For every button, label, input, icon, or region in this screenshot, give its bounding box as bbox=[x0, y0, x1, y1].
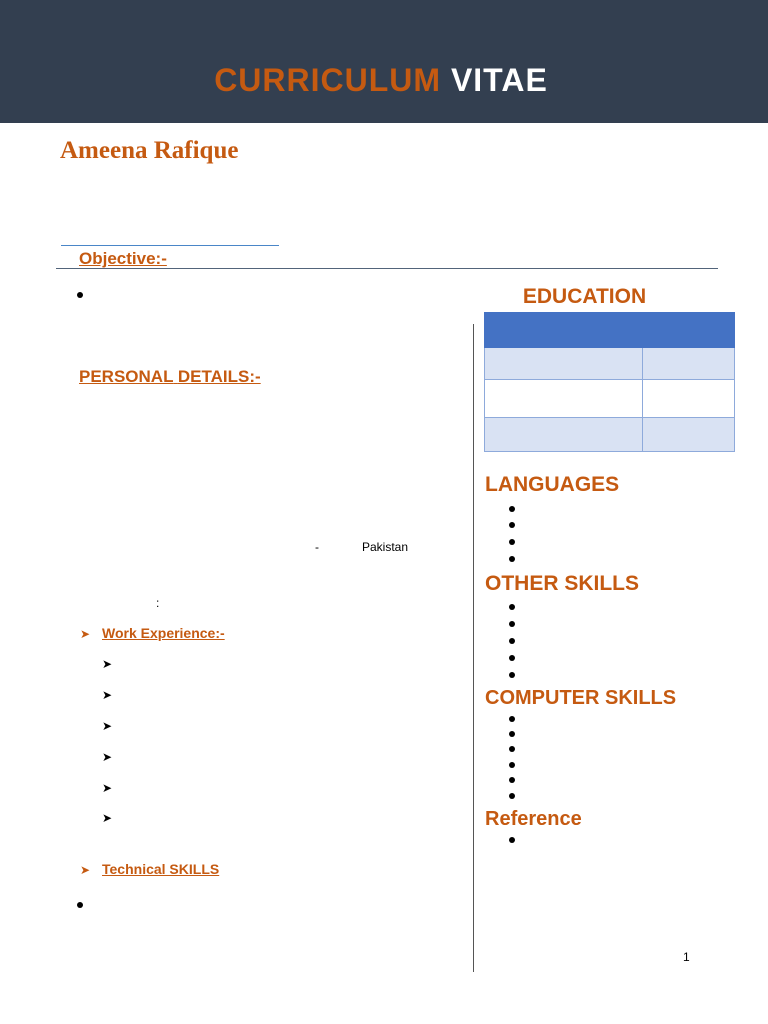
objective-divider bbox=[56, 268, 718, 269]
work-item-arrow-icon: ➤ bbox=[102, 781, 113, 795]
page-number: 1 bbox=[683, 950, 690, 964]
table-row bbox=[485, 418, 735, 452]
personal-details-heading bbox=[79, 366, 261, 388]
work-experience-heading: Work Experience:- bbox=[102, 625, 225, 641]
other-skill-bullet bbox=[509, 672, 515, 678]
technical-heading-arrow-icon: ➤ bbox=[80, 863, 91, 877]
language-bullet bbox=[509, 539, 515, 545]
other-skill-bullet bbox=[509, 621, 515, 627]
other-skills-heading: OTHER SKILLS bbox=[485, 572, 640, 595]
other-skill-bullet bbox=[509, 604, 515, 610]
work-heading-arrow-icon: ➤ bbox=[80, 627, 91, 641]
work-item-arrow-icon: ➤ bbox=[102, 657, 113, 671]
person-name: Ameena Rafique bbox=[60, 137, 239, 164]
objective-top-rule bbox=[61, 245, 279, 246]
title-word-vitae: VITAE bbox=[450, 62, 548, 98]
computer-skills-heading: COMPUTER SKILLS bbox=[485, 687, 677, 709]
reference-bullet bbox=[509, 837, 515, 843]
language-bullet bbox=[509, 556, 515, 562]
computer-skill-bullet bbox=[509, 746, 515, 752]
computer-skill-bullet bbox=[509, 731, 515, 737]
reference-heading: Reference bbox=[485, 808, 582, 830]
work-item-arrow-icon: ➤ bbox=[102, 688, 113, 702]
computer-skill-bullet bbox=[509, 762, 515, 768]
objective-heading: Objective:- bbox=[79, 249, 167, 268]
education-heading: EDUCATION bbox=[522, 285, 647, 308]
detail-colon: : bbox=[156, 596, 160, 610]
nationality-dash: - bbox=[315, 540, 319, 554]
title-word-curriculum: CURRICULUM bbox=[214, 62, 442, 98]
table-row bbox=[485, 348, 735, 380]
languages-heading: LANGUAGES bbox=[485, 473, 620, 496]
language-bullet bbox=[509, 506, 515, 512]
computer-skill-bullet bbox=[509, 793, 515, 799]
table-row bbox=[485, 380, 735, 418]
education-table-header bbox=[485, 313, 735, 348]
document-title bbox=[0, 60, 762, 100]
language-bullet bbox=[509, 522, 515, 528]
objective-bullet bbox=[77, 292, 83, 298]
work-item-arrow-icon: ➤ bbox=[102, 719, 113, 733]
other-skill-bullet bbox=[509, 655, 515, 661]
nationality-value: Pakistan bbox=[362, 540, 409, 554]
computer-skill-bullet bbox=[509, 777, 515, 783]
technical-skills-heading: Technical SKILLS bbox=[102, 861, 220, 877]
computer-skill-bullet bbox=[509, 716, 515, 722]
technical-bullet bbox=[77, 902, 83, 908]
personal-heading-word-1: PERSONAL bbox=[79, 367, 174, 386]
other-skill-bullet bbox=[509, 638, 515, 644]
work-item-arrow-icon: ➤ bbox=[102, 750, 113, 764]
column-divider bbox=[473, 324, 474, 972]
personal-heading-word-2: DETAILS:- bbox=[177, 367, 261, 386]
work-item-arrow-icon: ➤ bbox=[102, 811, 113, 825]
education-table bbox=[484, 312, 735, 452]
